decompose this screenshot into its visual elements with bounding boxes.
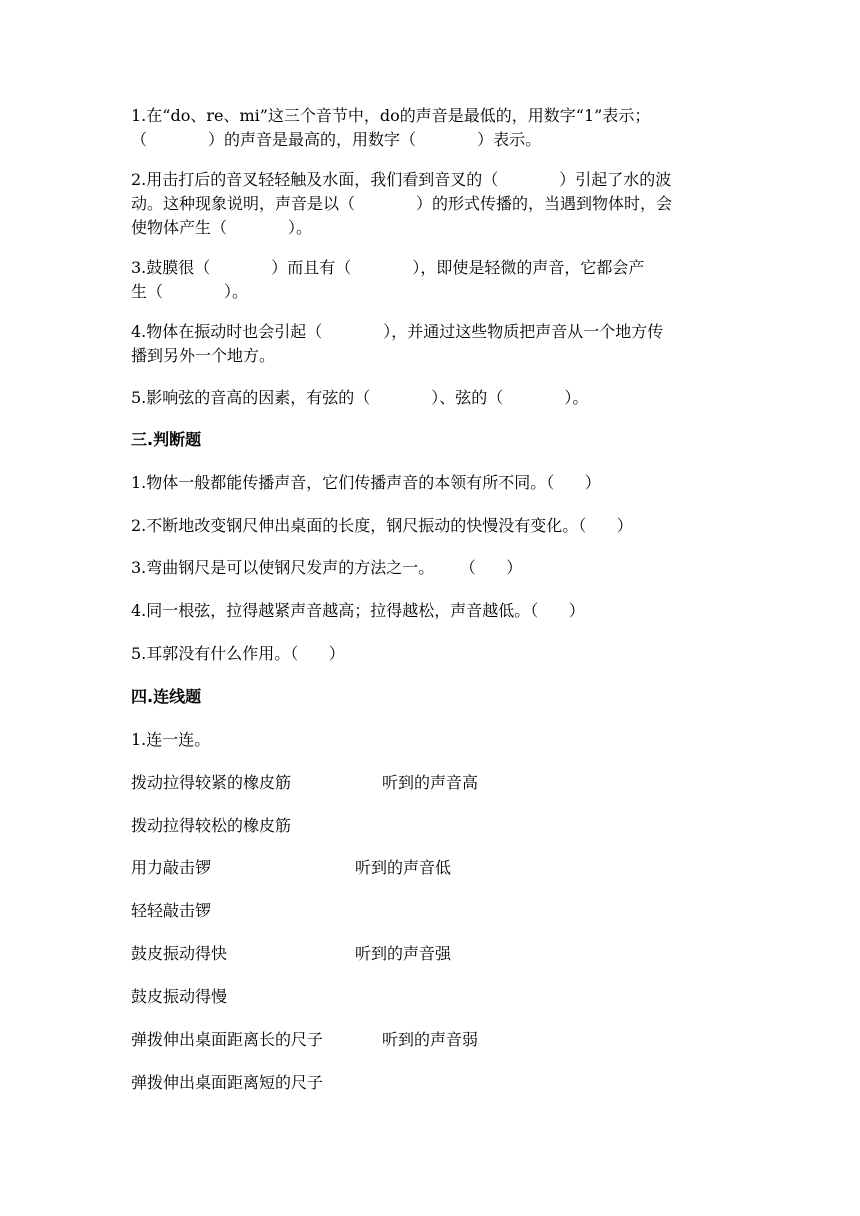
judge-item: 5.耳郭没有什么作用。（ ） (131, 644, 345, 663)
match-left-item: 拨动拉得较松的橡皮筋 (131, 816, 292, 835)
match-left-item: 用力敲击锣 (131, 858, 212, 877)
match-left-item: 轻轻敲击锣 (131, 901, 212, 920)
match-left-item: 弹拨伸出桌面距离短的尺子 (131, 1073, 324, 1092)
fill-q2-line3: 使物体产生（ ）。 (131, 218, 313, 237)
fill-q3-line1: 3.鼓膜很（ ）而且有（ ），即使是轻微的声音，它都会产 (131, 258, 645, 277)
match-left-item: 拨动拉得较紧的橡皮筋 (131, 773, 292, 792)
fill-q1-line2: （ ）的声音是最高的，用数字（ ）表示。 (131, 130, 542, 149)
match-right-item: 听到的声音高 (382, 773, 479, 792)
fill-q3-line2: 生（ ）。 (131, 282, 249, 301)
fill-q2-line2: 动。这种现象说明，声音是以（ ）的形式传播的，当遇到物体时，会 (131, 194, 673, 213)
match-heading: 四.连线题 (131, 687, 202, 706)
fill-q2-line1: 2.用击打后的音叉轻轻触及水面，我们看到音叉的（ ）引起了水的波 (131, 170, 672, 189)
judge-item: 1.物体一般都能传播声音，它们传播声音的本领有所不同。（ ） (131, 473, 601, 492)
fill-q5-line1: 5.影响弦的音高的因素，有弦的（ ）、弦的（ ）。 (131, 388, 589, 407)
fill-q1-line1: 1.在“do、re、mi”这三个音节中，do的声音是最低的，用数字“1”表示； (131, 106, 651, 125)
match-left-item: 弹拨伸出桌面距离长的尺子 (131, 1030, 324, 1049)
judge-heading: 三.判断题 (131, 430, 202, 449)
fill-q4-line2: 播到另外一个地方。 (131, 346, 276, 365)
judge-item: 3.弯曲钢尺是可以使钢尺发声的方法之一。 （ ） (131, 558, 523, 577)
judge-item: 4.同一根弦，拉得越紧声音越高；拉得越松，声音越低。（ ） (131, 601, 585, 620)
match-question: 1.连一连。 (131, 730, 211, 749)
match-right-item: 听到的声音强 (355, 944, 452, 963)
match-left-item: 鼓皮振动得快 (131, 944, 228, 963)
fill-q4-line1: 4.物体在振动时也会引起（ ），并通过这些物质把声音从一个地方传 (131, 322, 664, 341)
judge-item: 2.不断地改变钢尺伸出桌面的长度，钢尺振动的快慢没有变化。（ ） (131, 516, 633, 535)
match-left-item: 鼓皮振动得慢 (131, 987, 228, 1006)
match-right-item: 听到的声音弱 (382, 1030, 479, 1049)
match-right-item: 听到的声音低 (355, 858, 452, 877)
